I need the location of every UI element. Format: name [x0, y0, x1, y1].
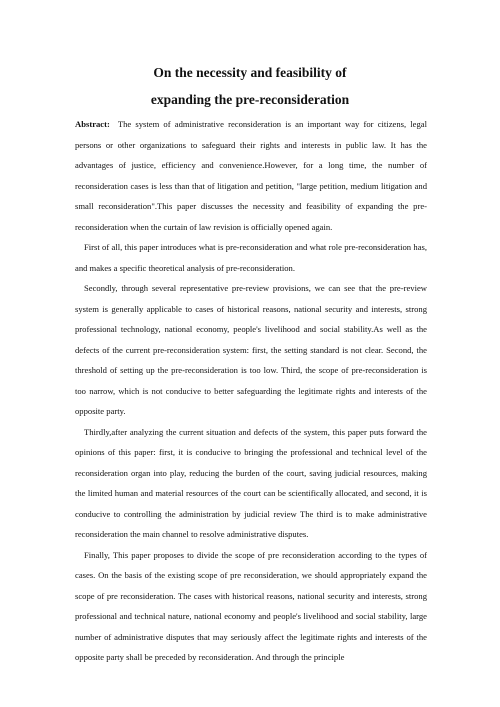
abstract-label: Abstract:	[75, 119, 110, 129]
body-paragraph-1: First of all, this paper introduces what is pre-reconsideration and what role pre-reconsideration has, and makes a specific theoretical analysis of pre-reconsideration.	[75, 242, 427, 273]
body-paragraph-3: Thirdly,after analyzing the current situation and defects of the system, this paper puts forward the opinions of this paper: first, it is conducive to bringing the professional and technical level of the reconsideration organ into play, reducing the burden of the court, saving judicial resources, making the limited human and material resources of the court can be scientifically allocated, and second, it is conducive to controlling the administration by judicial review The third is to make administrative reconsideration the main channel to resolve administrative disputes.	[75, 426, 427, 539]
abstract-paragraph	[75, 114, 427, 237]
abstract-text: The system of administrative reconsideration is an important way for citizens, legal persons or other organizations to safeguard their rights and interests in public law. It has the advantages of justice, efficiency and convenience.However, for a long time, the number of reconsideration cases is less than that of litigation and petition, "large petition, medium litigation and small reconsideration".This paper discusses the necessity and feasibility of expanding the pre-reconsideration when the curtain of law revision is officially opened again.	[75, 119, 427, 232]
body-paragraph-4: Finally, This paper proposes to divide the scope of pre reconsideration according to the types of cases. On the basis of the existing scope of pre reconsideration, we should appropriately expand the scope of pre reconsideration. The cases with historical reasons, national security and interests, strong professional and technical nature, national economy and people's livelihood and social stability, large number of administrative disputes that may seriously affect the legitimate rights and interests of the opposite party shall be preceded by reconsideration. And through the principle	[75, 549, 427, 662]
paper-title-line-1: On the necessity and feasibility of	[153, 65, 347, 80]
body-paragraph-2: Secondly, through several representative pre-review provisions, we can see that the pre-review system is generally applicable to cases of historical reasons, national security and interests, strong professional technology, national economy, people's livelihood and social stability.As well as the defects of the current pre-reconsideration system: first, the setting standard is not clear. Second, the threshold of setting up the pre-reconsideration is too low. Third, the scope of pre-reconsideration is too narrow, which is not conducive to better safeguarding the legitimate rights and interests of the opposite party.	[75, 283, 427, 416]
paper-title-line-2: expanding the pre-reconsideration	[150, 92, 350, 107]
paper-body	[75, 114, 427, 668]
